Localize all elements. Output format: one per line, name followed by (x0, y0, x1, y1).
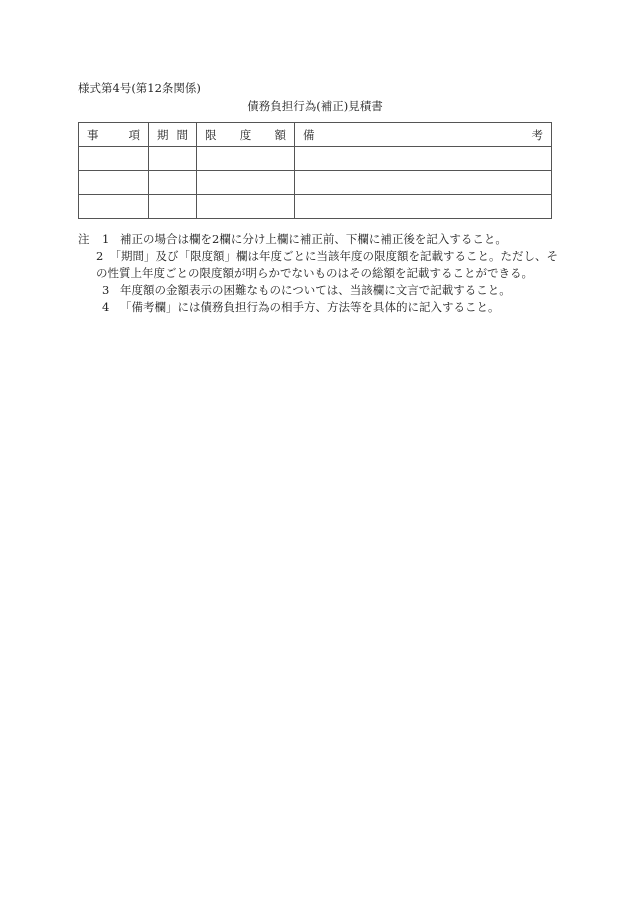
note-item: 4 「備考欄」には債務負担行為の相手方、方法等を具体的に記入すること。 (102, 300, 500, 314)
table-cell[interactable] (197, 195, 295, 219)
table-header-row (79, 123, 552, 147)
header-limit: 限 度 額 (197, 123, 295, 147)
estimate-table (78, 122, 552, 219)
table-cell[interactable] (79, 171, 149, 195)
table-cell[interactable] (295, 195, 552, 219)
table-cell[interactable] (197, 147, 295, 171)
note-item: 注 1 補正の場合は欄を2欄に分け上欄に補正前、下欄に補正後を記入すること。 (78, 232, 507, 246)
table-cell[interactable] (295, 171, 552, 195)
notes-label: 注 (78, 232, 90, 246)
notes-section (78, 231, 558, 316)
note-item: 3 年度額の金額表示の困難なものについては、当該欄に文言で記載すること。 (102, 283, 511, 297)
table-row (79, 147, 552, 171)
header-item: 事 項 (79, 123, 149, 147)
table-cell[interactable] (149, 147, 197, 171)
table-cell[interactable] (197, 171, 295, 195)
table-cell[interactable] (79, 147, 149, 171)
table-cell[interactable] (149, 171, 197, 195)
table-cell[interactable] (149, 195, 197, 219)
note-item: 2 「期間」及び「限度額」欄は年度ごとに当該年度の限度額を記載すること。ただし、そ (96, 249, 558, 263)
table-row (79, 171, 552, 195)
document-title: 債務負担行為(補正)見積書 (247, 99, 383, 113)
table-cell[interactable] (295, 147, 552, 171)
table-row (79, 195, 552, 219)
table-cell[interactable] (79, 195, 149, 219)
header-remarks: 備 考 (295, 123, 552, 147)
header-period: 期 間 (149, 123, 197, 147)
form-number: 様式第4号(第12条関係) (78, 81, 201, 95)
note-continuation: の性質上年度ごとの限度額が明らかでないものはその総額を記載することができる。 (96, 266, 533, 280)
